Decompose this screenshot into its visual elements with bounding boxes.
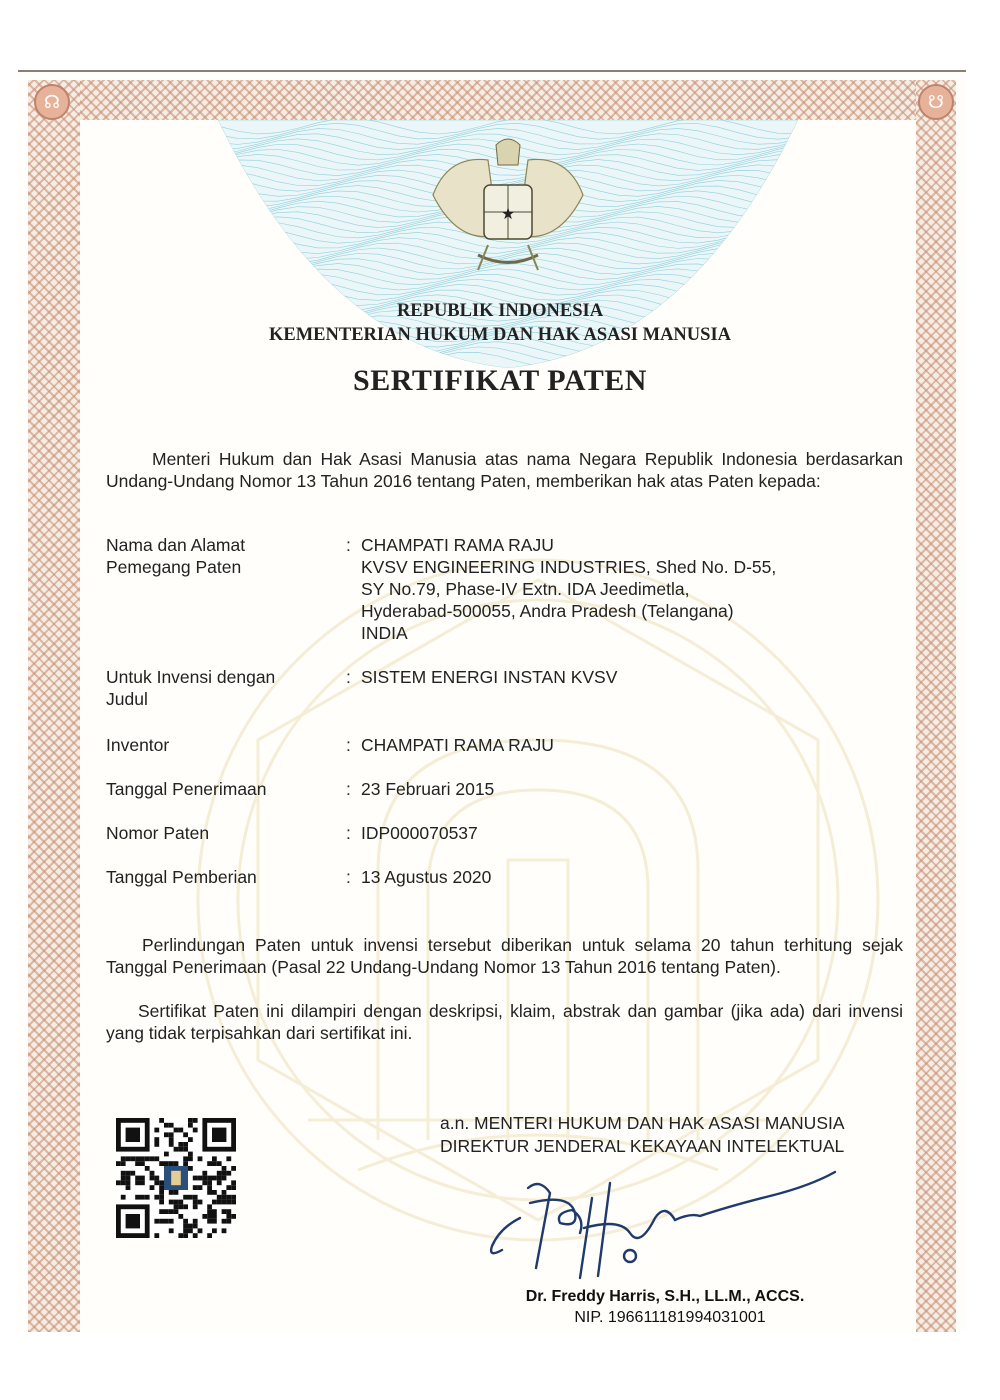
country-heading: REPUBLIK INDONESIA: [396, 301, 604, 321]
qr-code-icon[interactable]: [116, 1118, 236, 1238]
holder-line: SY No.79, Phase-IV Extn. IDA Jeedimetla,: [361, 579, 690, 599]
holder-label-line: Nama dan Alamat: [106, 535, 246, 555]
signer-name: Dr. Freddy Harris, S.H., LL.M., ACCS.: [525, 1288, 805, 1305]
invention-value: SISTEM ENERGI INSTAN KVSV: [361, 667, 618, 687]
separator: :: [346, 779, 351, 799]
filing-date-label: Tanggal Penerimaan: [106, 779, 267, 799]
signatory-title: [440, 1112, 900, 1158]
grant-date-value: 13 Agustus 2020: [361, 867, 492, 887]
separator: :: [346, 735, 351, 755]
invention-label-line: Judul: [106, 689, 148, 709]
holder-line: Hyderabad-500055, Andra Pradesh (Telangana): [361, 601, 734, 621]
ornament-icon: ☊: [34, 84, 70, 120]
holder-line: INDIA: [361, 623, 408, 643]
holder-value: [361, 534, 901, 644]
svg-text:★: ★: [500, 204, 516, 223]
attachment-paragraph: Sertifikat Paten ini dilampiri dengan deskripsi, klaim, abstrak dan gambar (jika ada) dari invensi yang tidak terpisahkan dari sertifikat ini.: [106, 1001, 903, 1043]
holder-line: KVSV ENGINEERING INDUSTRIES, Shed No. D-55,: [361, 557, 777, 577]
separator: :: [346, 535, 351, 555]
patent-number-label: Nomor Paten: [106, 823, 210, 843]
border-band-top: [28, 80, 956, 120]
invention-label-line: Untuk Invensi dengan: [106, 667, 276, 687]
ministry-heading: KEMENTERIAN HUKUM DAN HAK ASASI MANUSIA: [268, 325, 732, 345]
on-behalf-line: a.n. MENTERI HUKUM DAN HAK ASASI MANUSIA: [440, 1113, 845, 1133]
separator: :: [346, 823, 351, 843]
filing-date-value: 23 Februari 2015: [361, 779, 495, 799]
patent-number-value: IDP000070537: [361, 823, 478, 843]
inventor-label: Inventor: [106, 735, 170, 755]
holder-label: [106, 534, 336, 578]
separator: :: [346, 867, 351, 887]
grant-date-label: Tanggal Pemberian: [106, 867, 257, 887]
ornament-icon: ☋: [918, 84, 954, 120]
holder-line: CHAMPATI RAMA RAJU: [361, 535, 554, 555]
protection-paragraph: Perlindungan Paten untuk invensi tersebut diberikan untuk selama 20 tahun terhitung sejak Tanggal Penerimaan (Pasal 22 Undang-Undang Nomor 13 Tahun 2016 tentang Paten).: [106, 935, 903, 977]
position-line: DIREKTUR JENDERAL KEKAYAAN INTELEKTUAL: [440, 1136, 845, 1156]
invention-label: [106, 666, 336, 710]
separator: :: [346, 667, 351, 687]
border-band-right: [916, 80, 956, 1332]
inventor-value: CHAMPATI RAMA RAJU: [361, 735, 554, 755]
intro-paragraph: Menteri Hukum dan Hak Asasi Manusia atas nama Negara Republik Indonesia berdasarkan Undang-Undang Nomor 13 Tahun 2016 tentang Paten, memberikan hak atas Paten kepada:: [106, 449, 903, 491]
holder-label-line: Pemegang Paten: [106, 557, 242, 577]
border-band-left: [28, 80, 80, 1332]
signer-nip: NIP. 196611181994031001: [574, 1309, 766, 1326]
handwritten-signature: [480, 1158, 840, 1283]
page-title: SERTIFIKAT PATEN: [353, 364, 647, 397]
